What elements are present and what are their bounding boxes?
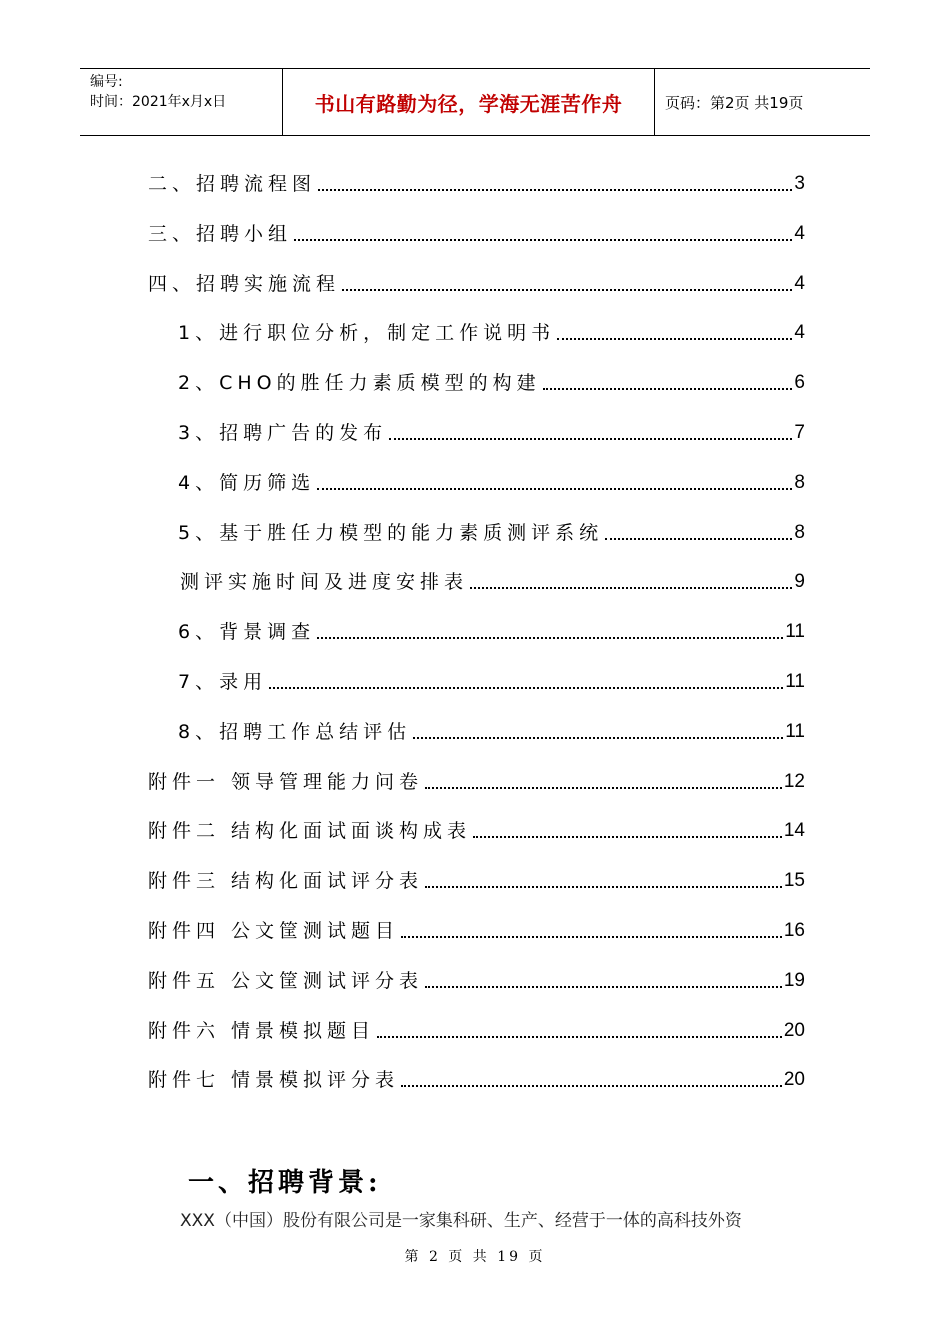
toc-entry[interactable]: [178, 618, 805, 646]
toc-entry[interactable]: [148, 1066, 805, 1094]
section-body-text: XXX（中国）股份有限公司是一家集科研、生产、经营于一体的高科技外资: [180, 1211, 742, 1231]
toc-entry-page: 11: [785, 671, 805, 692]
toc-entry[interactable]: [178, 369, 805, 397]
toc-entry-label: 1、进行职位分析，制定工作说明书: [178, 322, 556, 345]
toc-entry-label: 5、基于胜任力模型的能力素质测评系统: [178, 521, 604, 544]
toc-entry-page: 12: [783, 770, 805, 792]
toc-entry[interactable]: [178, 469, 805, 497]
toc-entry-label: 三、招聘小组: [148, 222, 293, 245]
toc-leader-dots: [470, 587, 792, 589]
toc-leader-dots: [318, 189, 792, 191]
toc-leader-dots: [389, 438, 792, 440]
toc-entry-page: 7: [794, 422, 805, 443]
toc-entry-page: 14: [783, 820, 805, 842]
toc-entry-page: 4: [794, 272, 805, 294]
toc-entry[interactable]: [148, 170, 805, 198]
toc-leader-dots: [317, 637, 783, 639]
toc-entry-label: 四、招聘实施流程: [148, 272, 341, 295]
toc-leader-dots: [401, 936, 782, 938]
toc-entry[interactable]: [148, 967, 805, 995]
toc-entry-page: 16: [783, 920, 805, 941]
document-number-label: 编号:: [90, 74, 123, 90]
toc-entry[interactable]: [178, 519, 805, 547]
toc-entry-page: 15: [783, 870, 805, 892]
toc-entry-page: 4: [794, 322, 805, 344]
toc-entry[interactable]: [178, 419, 805, 447]
toc-entry-label: 2、CHO的胜任力素质模型的构建: [178, 372, 541, 395]
toc-entry[interactable]: [180, 568, 805, 596]
toc-entry-label: 4、简历筛选: [178, 471, 316, 494]
toc-entry[interactable]: [178, 319, 805, 347]
header-meta: [80, 69, 283, 135]
toc-entry-label: 附件六 情景模拟题目: [148, 1019, 376, 1042]
page-header: [80, 68, 870, 136]
toc-entry[interactable]: [148, 817, 805, 845]
toc-entry-page: 11: [785, 720, 805, 742]
toc-entry[interactable]: [178, 718, 805, 746]
toc-leader-dots: [473, 836, 782, 838]
toc-entry[interactable]: [148, 270, 805, 298]
toc-entry-page: 8: [794, 471, 805, 493]
toc-entry-label: 二、招聘流程图: [148, 173, 317, 195]
toc-entry-label: 附件五 公文筐测试评分表: [148, 969, 424, 992]
toc-leader-dots: [342, 289, 792, 291]
toc-entry-page: 19: [783, 969, 805, 991]
toc-entry[interactable]: [148, 768, 805, 796]
toc-entry-label: 附件三 结构化面试评分表: [148, 870, 424, 893]
toc-entry[interactable]: [148, 917, 805, 945]
toc-entry[interactable]: [178, 668, 805, 696]
page-footer: 第 2 页 共 19 页: [404, 1249, 546, 1265]
toc-entry-label: 7、录用: [178, 671, 268, 693]
toc-leader-dots: [377, 1036, 782, 1038]
toc-entry-label: 附件二 结构化面试面谈构成表: [148, 820, 472, 843]
toc-entry-label: 6、背景调查: [178, 621, 316, 644]
toc-leader-dots: [543, 388, 793, 390]
toc-entry-page: 6: [794, 372, 805, 394]
toc-entry[interactable]: [148, 220, 805, 248]
header-page-info: 页码：第2页 共19页: [665, 93, 804, 112]
toc-entry-label: 3、招聘广告的发布: [178, 422, 388, 444]
toc-entry-label: 附件一 领导管理能力问卷: [148, 770, 424, 793]
toc-leader-dots: [425, 787, 782, 789]
toc-leader-dots: [413, 737, 783, 739]
toc-entry-page: 20: [783, 1069, 805, 1091]
toc-leader-dots: [401, 1085, 782, 1087]
toc-entry-page: 20: [783, 1019, 805, 1041]
toc-entry-label: 测评实施时间及进度安排表: [180, 571, 469, 594]
section-heading: 一、招聘背景:: [188, 1168, 382, 1198]
toc-leader-dots: [294, 239, 792, 241]
toc-entry[interactable]: [148, 867, 805, 895]
toc-leader-dots: [317, 488, 792, 490]
toc-entry-page: 3: [794, 173, 805, 194]
toc-leader-dots: [269, 687, 783, 689]
document-time: 时间：2021年x月x日: [90, 94, 227, 110]
toc-entry-page: 4: [794, 222, 805, 244]
header-motto: 书山有路勤为径，学海无涯苦作舟: [283, 69, 655, 135]
toc-entry-label: 附件七 情景模拟评分表: [148, 1069, 400, 1092]
toc-entry[interactable]: [148, 1017, 805, 1045]
toc-entry-page: 11: [785, 621, 805, 643]
toc-entry-page: 8: [794, 521, 805, 543]
toc-entry-label: 附件四 公文筐测试题目: [148, 920, 400, 942]
toc-leader-dots: [425, 886, 782, 888]
toc-entry-page: 9: [794, 571, 805, 593]
toc-leader-dots: [605, 538, 792, 540]
toc-leader-dots: [557, 338, 792, 340]
toc-entry-label: 8、招聘工作总结评估: [178, 720, 412, 743]
toc-leader-dots: [425, 986, 782, 988]
